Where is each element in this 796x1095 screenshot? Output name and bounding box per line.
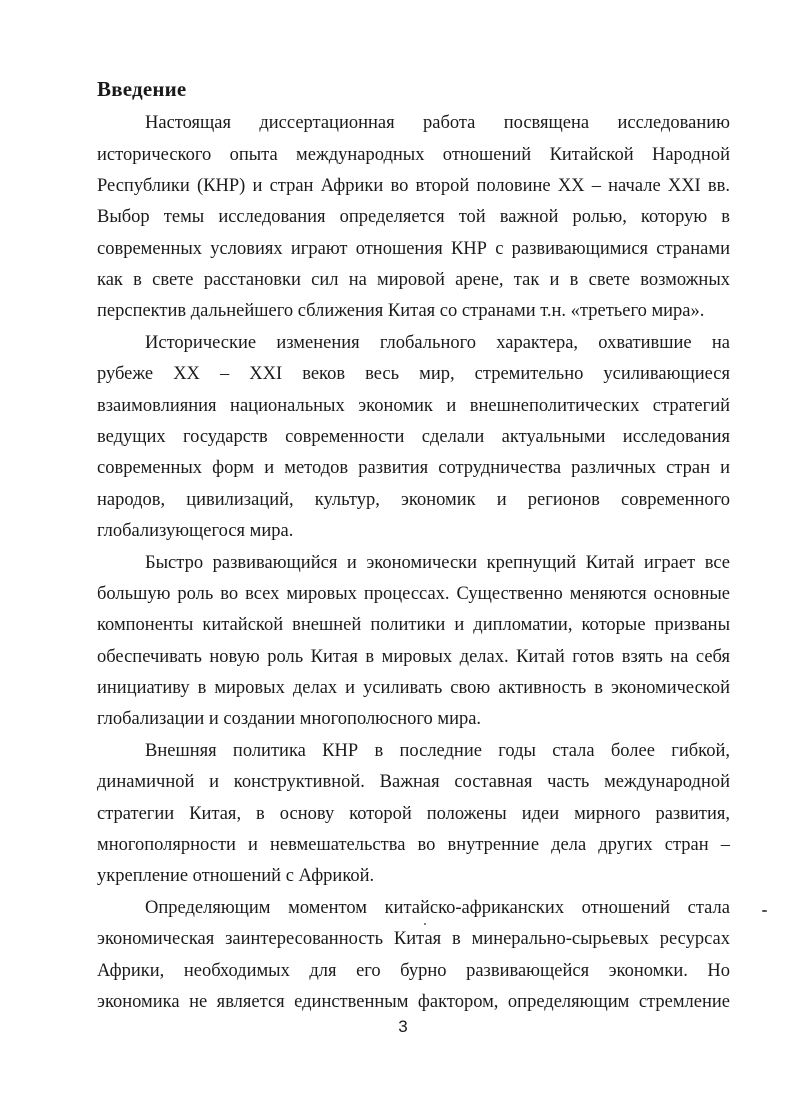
paragraph-3-line-6: глобализации и создании многополюсного мира. [97, 709, 482, 729]
section-heading: Введение [97, 77, 187, 101]
paragraph-3-line-4: обеспечивать новую роль Китая в мировых делах. Китай готов взять на себя [97, 647, 730, 667]
paragraph-3-line-2: большую роль во всех мировых процессах. Существенно меняются основные [97, 584, 730, 604]
paragraph-4-line-3: стратегии Китая, в основу которой положены идеи мирного развития, [97, 804, 730, 824]
paragraph-2-line-4: ведущих государств современности сделали актуальными исследования [97, 427, 730, 447]
paragraph-2-line-6: народов, цивилизаций, культур, экономик и регионов современного [97, 490, 730, 510]
paragraph-5-line-2: экономическая заинтересованность Китая в минерально-сырьевых ресурсах [97, 929, 730, 949]
page-number: 3 [398, 1017, 408, 1036]
paragraph-4-line-5: укрепление отношений с Африкой. [97, 866, 375, 886]
paragraph-2-line-7: глобализующегося мира. [97, 521, 294, 541]
paragraph-1-line-1: Настоящая диссертационная работа посвящена исследованию [145, 113, 730, 133]
paragraph-2-line-5: современных форм и методов развития сотрудничества различных стран и [97, 458, 730, 478]
paragraph-3-line-5: инициативу в мировых делах и усиливать свою активность в экономической [97, 678, 730, 698]
paragraph-1-line-7: перспектив дальнейшего сближения Китая со странами т.н. «третьего мира». [97, 301, 705, 321]
paragraph-3-line-1: Быстро развивающийся и экономически крепнущий Китай играет все [145, 553, 730, 573]
paragraph-5-line-1: Определяющим моментом китайско-африканских отношений стала [145, 898, 730, 918]
paragraph-4-line-2: динамичной и конструктивной. Важная составная часть международной [97, 772, 730, 792]
paragraph-1-line-2: исторического опыта международных отношений Китайской Народной [97, 145, 730, 165]
paragraph-5-line-3: Африки, необходимых для его бурно развивающейся экономки. Но [97, 961, 730, 981]
paragraph-2-line-2: рубеже XX – XXI веков весь мир, стремительно усиливающиеся [97, 364, 730, 384]
paragraph-3-line-3: компоненты китайской внешней политики и дипломатии, которые призваны [97, 615, 730, 635]
scan-speck [762, 910, 767, 912]
paragraph-1-line-5: современных условиях играют отношения КНР с развивающимися странами [97, 239, 730, 259]
paragraph-1-line-6: как в свете расстановки сил на мировой арене, так и в свете возможных [97, 270, 730, 290]
paragraph-5-line-4: экономика не является единственным фактором, определяющим стремление [97, 992, 730, 1012]
paragraph-2-line-1: Исторические изменения глобального характера, охватившие на [145, 333, 730, 353]
paragraph-2-line-3: взаимовлияния национальных экономик и внешнеполитических стратегий [97, 396, 730, 416]
paragraph-4-line-1: Внешняя политика КНР в последние годы стала более гибкой, [145, 741, 730, 761]
scan-speck [424, 923, 426, 925]
paragraph-1-line-4: Выбор темы исследования определяется той важной ролью, которую в [97, 207, 730, 227]
paragraph-1-line-3: Республики (КНР) и стран Африки во второй половине XX – начале XXI вв. [97, 176, 730, 196]
paragraph-4-line-4: многополярности и невмешательства во внутренние дела других стран – [97, 835, 730, 855]
